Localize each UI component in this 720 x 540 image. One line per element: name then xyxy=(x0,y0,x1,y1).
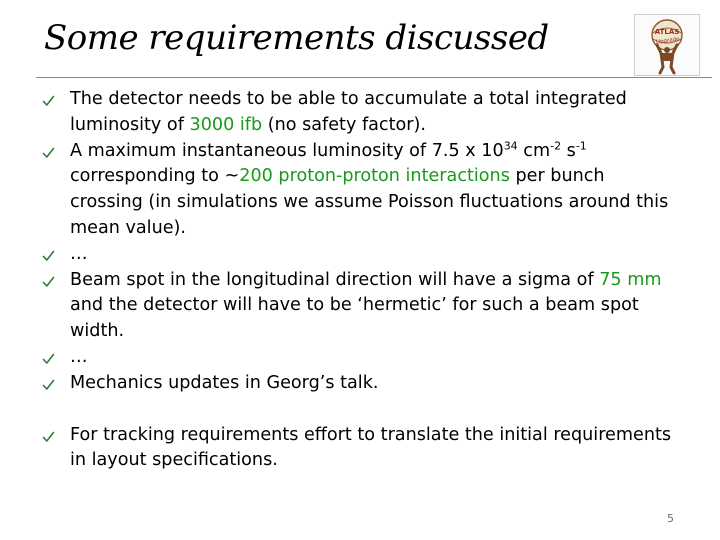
bullet-text: and the detector will have to be ‘hermetic’ for such a beam spot width. xyxy=(70,295,639,342)
bullet-text: corresponding to ~ xyxy=(70,166,240,187)
checkmark-icon xyxy=(42,139,56,164)
bullet-text: cm xyxy=(517,140,551,161)
checkmark-icon xyxy=(42,242,56,267)
svg-text:Upgrade: Upgrade xyxy=(655,36,680,46)
highlighted-value: 200 proton-proton interactions xyxy=(239,166,510,187)
svg-text:ATLAS: ATLAS xyxy=(654,28,680,36)
bullet-item xyxy=(40,268,680,345)
requirements-list xyxy=(40,87,680,474)
highlighted-value: 75 mm xyxy=(599,269,662,290)
bullet-text: … xyxy=(70,346,88,367)
checkmark-icon xyxy=(42,423,56,448)
atlas-upgrade-logo xyxy=(634,14,700,76)
bullet-text: (no safety factor). xyxy=(262,114,426,135)
bullet-item xyxy=(40,423,680,475)
bullet-text: 34 xyxy=(503,139,518,152)
bullet-text: per bunch crossing (in simulations we assume Poisson fluctuations around this mean value). xyxy=(70,166,669,238)
bullet-text: … xyxy=(70,243,88,264)
bullet-item xyxy=(40,371,680,397)
checkmark-icon xyxy=(42,268,56,293)
highlighted-value: 3000 ifb xyxy=(189,114,263,135)
page-number: 5 xyxy=(667,512,674,525)
bullet-text: A maximum instantaneous luminosity of 7.5 x 10 xyxy=(70,140,504,161)
checkmark-icon xyxy=(42,87,56,112)
bullet-text: s xyxy=(561,140,576,161)
bullet-text: -1 xyxy=(575,139,587,152)
bullet-text: Mechanics updates in Georg’s talk. xyxy=(70,372,379,393)
title-divider xyxy=(36,77,712,78)
bullet-text: The detector needs to be able to accumulate a total integrated luminosity of xyxy=(70,89,627,135)
slide-title: Some requirements discussed xyxy=(44,18,549,58)
bullet-text: For tracking requirements effort to translate the initial requirements in layout specifications. xyxy=(70,424,672,471)
bullet-item xyxy=(40,87,680,139)
bullet-item xyxy=(40,345,680,371)
bullet-item xyxy=(40,242,680,268)
checkmark-icon xyxy=(42,371,56,396)
checkmark-icon xyxy=(42,345,56,370)
bullet-text: -2 xyxy=(550,139,562,152)
bullet-item xyxy=(40,139,680,242)
bullet-text: Beam spot in the longitudinal direction will have a sigma of xyxy=(70,269,600,290)
